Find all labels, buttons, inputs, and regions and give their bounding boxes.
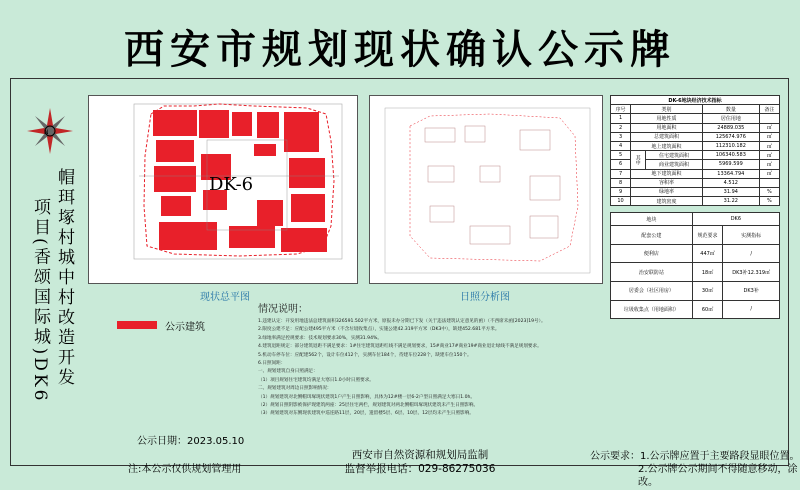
notes-line: （1）规划建筑对北侧帽珥塚现状建筑1户产生日照影响，具体为12#楼一层6-2户型日照满足大寒日1.0h。: [258, 394, 476, 400]
table-header: 数量: [702, 105, 759, 114]
notes-block: [258, 304, 610, 419]
notes-line: 一、规划建筑自身日照满足：: [258, 369, 318, 375]
table-cell: 112310.182: [702, 141, 759, 150]
table-cell: 绿地率: [631, 187, 703, 196]
table-cell: 24889.035: [702, 123, 759, 132]
project-name-col1: 帽珥塚村城中村改造开发: [54, 168, 74, 388]
table-cell: 其中: [631, 151, 646, 169]
notes-line: 6.日照间距：: [258, 361, 286, 367]
indicator-table: [610, 95, 780, 206]
table-cell: 4: [611, 141, 631, 150]
requirement-line-2: 2.公示牌公示期间不得随意移动，涂改。: [638, 464, 798, 488]
table-cell: ㎡: [759, 160, 779, 169]
notes-line: 二、规划建筑对周边日照影响情况：: [258, 386, 332, 392]
table-cell: 106340.583: [702, 151, 759, 160]
table-cell: [759, 178, 779, 187]
legend-swatch: [117, 321, 157, 329]
notes-line: 5.机动车停车位：应配建562个，设计车位412个，实测车位184个，待建车位228个，缺建车位150个。: [258, 352, 472, 358]
svg-text:N: N: [44, 129, 49, 136]
table-cell: 住宅建筑面积: [646, 151, 703, 160]
notes-heading: 情况说明：: [258, 304, 308, 315]
table-cell: 13364.794: [702, 169, 759, 178]
notes-line: （2）规划日照阴影被保护现建筑两座：25层住宅两栏，规划建筑对两北侧帽珥塚现状建筑未产生日照影响。: [258, 403, 479, 409]
table-cell: ㎡: [759, 123, 779, 132]
site-plan-drawing: [88, 95, 358, 284]
table-cell: DK3补: [723, 282, 780, 301]
compass-icon: [25, 106, 75, 156]
legend-label: 公示建筑: [165, 322, 205, 333]
table-cell: 地下建筑面积: [631, 169, 703, 178]
table-cell: 建筑密度: [631, 197, 703, 206]
table-cell: 地上建筑面积: [631, 141, 703, 150]
table-cell: 6: [611, 160, 631, 169]
table-cell: DK3补12.319㎡: [723, 263, 780, 282]
table-cell: /: [723, 300, 780, 319]
table-cell: 60㎡: [692, 300, 723, 319]
table-cell: 10: [611, 197, 631, 206]
table-cell: 2: [611, 123, 631, 132]
table-cell: 总建筑面积: [631, 132, 703, 141]
table-cell: 居委会（社区用房）: [611, 282, 693, 301]
issuer-block: [330, 448, 510, 476]
table-header: 地块: [611, 213, 693, 226]
notes-line: （1）项目规划住宅建筑均满足大寒日1.0小时日照要求。: [258, 377, 374, 383]
table-cell: ㎡: [759, 141, 779, 150]
table-cell: 447㎡: [692, 244, 723, 263]
table-cell: /: [723, 244, 780, 263]
issuer-name: 西安市自然资源和规划局监制: [351, 449, 489, 461]
table-cell: 1: [611, 114, 631, 123]
block-label: DK-6: [209, 174, 254, 195]
table-cell: ㎡: [759, 169, 779, 178]
requirement-line-1: 公示要求：1.公示牌应置于主要路段显眼位置。: [590, 451, 800, 462]
table-cell: 5969.599: [702, 160, 759, 169]
table-cell: 便利店: [611, 244, 693, 263]
footer-note: 注:本公示仅供规划管理用: [128, 464, 242, 475]
table-cell: 治安联防站: [611, 263, 693, 282]
table-cell: 7: [611, 169, 631, 178]
table-header: 配套公建: [611, 226, 693, 245]
table-cell: 居住用地: [702, 114, 759, 123]
table-cell: [759, 114, 779, 123]
table-header: 规范要求: [692, 226, 723, 245]
table-cell: %: [759, 187, 779, 196]
sunlight-analysis-drawing: [369, 95, 603, 284]
hotline: 监督举报电话：029-86275036: [344, 463, 496, 475]
table-cell: %: [759, 197, 779, 206]
requirements-block: [590, 450, 800, 489]
notes-line: 4.建筑退距规定：部分建筑退距不满足要求：1#住宅建筑退距红线不满足规划要求，15#商业17#商业19#商业退让绿线不满足规划要求。: [258, 344, 542, 350]
table-cell: 用地性质: [631, 114, 703, 123]
table-cell: 5: [611, 151, 631, 160]
facility-table: [610, 212, 780, 319]
table-cell: 30㎡: [692, 282, 723, 301]
table-header: 序号: [611, 105, 631, 114]
table-header: 类别: [631, 105, 703, 114]
table-cell: 18㎡: [692, 263, 723, 282]
table-header: DK6: [692, 213, 779, 226]
notes-line: （3）规划建筑对东侧现状建筑中巡连路11层，20层，遗留楼5层、6层、10层、12层均未产生日照影响。: [258, 411, 474, 417]
analysis-caption: 日照分析图: [452, 288, 518, 303]
publish-date: 公示日期：2023.05.10: [137, 436, 245, 447]
tables-column: [610, 95, 780, 319]
table-header: 备注: [759, 105, 779, 114]
table-cell: 容积率: [631, 178, 703, 187]
table-cell: 8: [611, 178, 631, 187]
table-cell: ㎡: [759, 151, 779, 160]
table-cell: 商业建筑面积: [646, 160, 703, 169]
table-cell: 垃圾收集点（用地面积）: [611, 300, 693, 319]
notes-line: 3.绿地率满足控规要求：技术规划要求30%，实测31.94%。: [258, 335, 382, 341]
site-plan-caption: 现状总平图: [192, 288, 258, 303]
project-name-col2: 项目(香颂国际城)DK6: [30, 198, 50, 404]
page-title: 西安市规划现状确认公示牌: [124, 26, 676, 73]
notes-line: 2.限度公建不足：应配公建495平方米（不含垃圾收集点），实施公建42.319平方米（DK3中），缺建452.681平方米。: [258, 327, 500, 333]
table-cell: 3: [611, 132, 631, 141]
table-cell: 4.512: [702, 178, 759, 187]
table-cell: 用地面积: [631, 123, 703, 132]
table-cell: 31.94: [702, 187, 759, 196]
table-cell: 125674.976: [702, 132, 759, 141]
notes-line: 1.违建认定：开发用地违法总建筑面积326591.502平方米，原报未办分期已下发（关于违法建筑认定意见的函）（不西席未函[2023]19号）。: [258, 319, 546, 324]
table-header: 实测指标: [723, 226, 780, 245]
indicator-table-title: DK-6地块经济技术指标: [611, 96, 780, 105]
table-cell: 9: [611, 187, 631, 196]
table-cell: ㎡: [759, 132, 779, 141]
table-cell: 31.22: [702, 197, 759, 206]
